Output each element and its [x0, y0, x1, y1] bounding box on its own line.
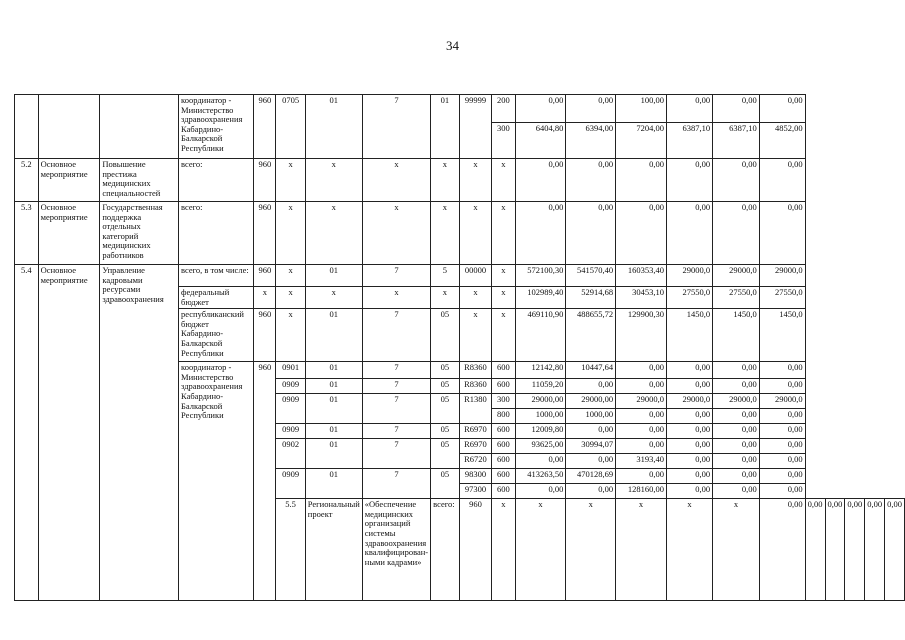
cell-vr: 600 — [492, 379, 515, 394]
cell-value: 0,00 — [566, 424, 616, 439]
cell-cs: R8360 — [459, 379, 491, 394]
cell-value: 541570,40 — [566, 265, 616, 287]
cell-value: 30994,07 — [566, 439, 616, 454]
cell-grbs: 960 — [254, 265, 276, 287]
cell-value: 0,00 — [666, 424, 712, 439]
cell-value: 0,00 — [865, 499, 885, 601]
cell-cs: 98300 — [459, 469, 491, 484]
cell-rzpr: x — [276, 159, 305, 202]
cell-grbs: 960 — [254, 95, 276, 159]
cell-om: x — [431, 159, 460, 202]
cell-value: 0,00 — [616, 202, 667, 265]
cell-value: 29000,0 — [759, 265, 805, 287]
cell-pgp: 7 — [362, 439, 430, 469]
cell-om: x — [431, 287, 460, 309]
cell-om: 05 — [431, 394, 460, 424]
cell-vr: x — [492, 309, 515, 362]
cell-rzpr: x — [276, 309, 305, 362]
cell-rzpr: x — [276, 287, 305, 309]
cell-cs: 00000 — [459, 265, 491, 287]
cell-rzpr: 0705 — [276, 95, 305, 159]
cell-gp: x — [305, 202, 362, 265]
cell-value: 1450,0 — [713, 309, 760, 362]
cell-value: 0,00 — [666, 95, 712, 123]
cell-executor: федеральный бюджет — [179, 287, 254, 309]
cell-vr: x — [492, 159, 515, 202]
cell-rzpr: x — [276, 265, 305, 287]
cell-name — [100, 95, 179, 159]
cell-om: 05 — [431, 362, 460, 379]
cell-gp: 01 — [305, 394, 362, 424]
cell-value: 0,00 — [759, 469, 805, 484]
cell-vr: x — [492, 265, 515, 287]
cell-value: 0,00 — [759, 409, 805, 424]
cell-value: 102989,40 — [515, 287, 566, 309]
cell-kind: Основное мероприятие — [38, 265, 100, 601]
cell-value: 27550,0 — [713, 287, 760, 309]
cell-value: 3193,40 — [616, 454, 667, 469]
cell-value: 0,00 — [666, 484, 712, 499]
cell-pgp: 7 — [362, 265, 430, 287]
cell-vr: 600 — [492, 439, 515, 454]
cell-grbs: 960 — [459, 499, 491, 601]
cell-value: 0,00 — [713, 409, 760, 424]
cell-value: 0,00 — [515, 484, 566, 499]
cell-vr: x — [492, 202, 515, 265]
cell-kind: Региональный проект — [305, 499, 362, 601]
cell-cs: x — [459, 287, 491, 309]
cell-value: 572100,30 — [515, 265, 566, 287]
cell-value: 4852,00 — [759, 123, 805, 159]
cell-grbs: 960 — [254, 202, 276, 265]
cell-executor: всего: — [179, 202, 254, 265]
cell-value: 12142,80 — [515, 362, 566, 379]
cell-value: 27550,0 — [759, 287, 805, 309]
cell-vr: x — [713, 499, 760, 601]
cell-cs: R6970 — [459, 439, 491, 454]
cell-value: 0,00 — [666, 454, 712, 469]
cell-pgp: 7 — [362, 95, 430, 159]
cell-value: 413263,50 — [515, 469, 566, 484]
cell-cs: x — [459, 202, 491, 265]
cell-value: 29000,0 — [713, 394, 760, 409]
cell-value: 0,00 — [713, 159, 760, 202]
cell-gp: 01 — [305, 309, 362, 362]
cell-value: 0,00 — [759, 379, 805, 394]
cell-value: 0,00 — [566, 379, 616, 394]
cell-rzpr: 0902 — [276, 439, 305, 469]
cell-value: 0,00 — [759, 95, 805, 123]
cell-value: 0,00 — [759, 484, 805, 499]
cell-value: 0,00 — [515, 95, 566, 123]
cell-name: Повышение престижа медицинских специальностей — [100, 159, 179, 202]
cell-vr: 600 — [492, 469, 515, 484]
cell-name: Государственная поддержка отдельных категорий медицинских работников — [100, 202, 179, 265]
cell-pgp: x — [362, 202, 430, 265]
cell-value: 6387,10 — [713, 123, 760, 159]
cell-value: 0,00 — [666, 202, 712, 265]
cell-value: 29000,00 — [515, 394, 566, 409]
cell-om: x — [431, 202, 460, 265]
cell-value: 0,00 — [666, 469, 712, 484]
cell-grbs: x — [254, 287, 276, 309]
cell-vr: 200 — [492, 95, 515, 123]
cell-value: 0,00 — [805, 499, 825, 601]
cell-pgp: 7 — [362, 394, 430, 424]
cell-value: 0,00 — [713, 379, 760, 394]
cell-value: 0,00 — [666, 159, 712, 202]
table-row — [15, 95, 905, 123]
cell-value: 0,00 — [666, 439, 712, 454]
cell-value: 0,00 — [666, 409, 712, 424]
cell-cs: 99999 — [459, 95, 491, 159]
cell-executor: всего: — [431, 499, 460, 601]
cell-pgp: 7 — [362, 309, 430, 362]
cell-gp: 01 — [305, 379, 362, 394]
cell-om: 01 — [431, 95, 460, 159]
cell-kind — [38, 95, 100, 159]
cell-pgp: x — [362, 287, 430, 309]
cell-vr: 300 — [492, 394, 515, 409]
budget-table — [14, 94, 905, 601]
cell-value: 100,00 — [616, 95, 667, 123]
cell-value: 0,00 — [566, 454, 616, 469]
cell-value: 129900,30 — [616, 309, 667, 362]
cell-value: 12009,80 — [515, 424, 566, 439]
page-number: 34 — [446, 38, 459, 53]
cell-value: 0,00 — [885, 499, 905, 601]
cell-value: 0,00 — [825, 499, 845, 601]
cell-value: 0,00 — [713, 469, 760, 484]
cell-value: 0,00 — [713, 439, 760, 454]
cell-om: 05 — [431, 424, 460, 439]
cell-cs: R6720 — [459, 454, 491, 469]
cell-value: 29000,00 — [566, 394, 616, 409]
cell-value: 0,00 — [616, 379, 667, 394]
cell-cs: 97300 — [459, 484, 491, 499]
cell-value: 27550,0 — [666, 287, 712, 309]
cell-value: 1000,00 — [566, 409, 616, 424]
cell-grbs: 960 — [254, 309, 276, 362]
cell-value: 0,00 — [515, 159, 566, 202]
cell-value: 29000,0 — [713, 265, 760, 287]
cell-value: 7204,00 — [616, 123, 667, 159]
cell-kind: Основное мероприятие — [38, 159, 100, 202]
cell-om: 05 — [431, 379, 460, 394]
cell-value: 1000,00 — [515, 409, 566, 424]
cell-value: 0,00 — [713, 95, 760, 123]
cell-grbs: 960 — [254, 362, 276, 601]
cell-value: 0,00 — [666, 379, 712, 394]
cell-gp: 01 — [305, 265, 362, 287]
cell-pgp: 7 — [362, 379, 430, 394]
cell-value: 0,00 — [759, 159, 805, 202]
cell-value: 0,00 — [666, 362, 712, 379]
cell-value: 0,00 — [713, 424, 760, 439]
cell-rzpr: 0909 — [276, 379, 305, 394]
cell-value: 29000,0 — [666, 394, 712, 409]
cell-cs: x — [666, 499, 712, 601]
cell-num: 5.4 — [15, 265, 39, 601]
cell-value: 0,00 — [616, 362, 667, 379]
cell-num: 5.2 — [15, 159, 39, 202]
cell-executor: всего: — [179, 159, 254, 202]
cell-value: 0,00 — [713, 484, 760, 499]
cell-gp: 01 — [305, 95, 362, 159]
cell-value: 0,00 — [616, 159, 667, 202]
cell-value: 0,00 — [515, 202, 566, 265]
cell-value: 29000,0 — [759, 394, 805, 409]
cell-rzpr: 0909 — [276, 469, 305, 499]
cell-rzpr: 0909 — [276, 424, 305, 439]
cell-gp: 01 — [305, 424, 362, 439]
table-row — [15, 202, 905, 265]
cell-executor: координатор - Министерство здравоохранения Кабардино-Балкарской Республики — [179, 95, 254, 159]
cell-value: 469110,90 — [515, 309, 566, 362]
cell-rzpr: x — [492, 499, 515, 601]
cell-value: 6394,00 — [566, 123, 616, 159]
cell-rzpr: 0909 — [276, 394, 305, 424]
cell-kind: Основное мероприятие — [38, 202, 100, 265]
cell-value: 1450,0 — [759, 309, 805, 362]
cell-executor: всего, в том числе: — [179, 265, 254, 287]
cell-value: 29000,0 — [666, 265, 712, 287]
cell-cs: x — [459, 309, 491, 362]
cell-vr: x — [492, 287, 515, 309]
cell-vr: 600 — [492, 424, 515, 439]
cell-value: 0,00 — [759, 499, 805, 601]
cell-om: 05 — [431, 439, 460, 469]
cell-value: 0,00 — [759, 362, 805, 379]
cell-executor: республиканский бюджет Кабардино-Балкарской Республики — [179, 309, 254, 362]
cell-pgp: x — [566, 499, 616, 601]
cell-executor: координатор - Министерство здравоохранения Кабардино-Балкарской Республики — [179, 362, 254, 601]
cell-vr: 600 — [492, 362, 515, 379]
cell-value: 0,00 — [759, 202, 805, 265]
cell-value: 0,00 — [713, 454, 760, 469]
cell-rzpr: 0901 — [276, 362, 305, 379]
cell-value: 0,00 — [616, 424, 667, 439]
cell-pgp: 7 — [362, 362, 430, 379]
cell-cs: R8360 — [459, 362, 491, 379]
cell-gp: 01 — [305, 439, 362, 469]
cell-value: 0,00 — [713, 362, 760, 379]
table-row — [15, 265, 905, 287]
cell-pgp: 7 — [362, 469, 430, 499]
cell-value: 0,00 — [713, 202, 760, 265]
cell-grbs: 960 — [254, 159, 276, 202]
cell-gp: x — [515, 499, 566, 601]
cell-name: «Обеспечение медицинских организаций системы здравоохранения квалифицирован-ными кадрами» — [362, 499, 430, 601]
cell-value: 30453,10 — [616, 287, 667, 309]
cell-gp: x — [305, 159, 362, 202]
cell-value: 52914,68 — [566, 287, 616, 309]
cell-num: 5.3 — [15, 202, 39, 265]
cell-value: 93625,00 — [515, 439, 566, 454]
cell-cs: x — [459, 159, 491, 202]
cell-pgp: 7 — [362, 424, 430, 439]
cell-gp: 01 — [305, 469, 362, 499]
cell-om: 05 — [431, 309, 460, 362]
cell-vr: 600 — [492, 454, 515, 469]
cell-num: 5.5 — [276, 499, 305, 601]
cell-value: 0,00 — [759, 439, 805, 454]
cell-om: x — [616, 499, 667, 601]
cell-vr: 800 — [492, 409, 515, 424]
cell-cs: R1380 — [459, 394, 491, 424]
cell-om: 05 — [431, 469, 460, 499]
cell-value: 160353,40 — [616, 265, 667, 287]
cell-value: 0,00 — [566, 159, 616, 202]
cell-value: 0,00 — [616, 469, 667, 484]
cell-num — [15, 95, 39, 159]
cell-value: 0,00 — [566, 202, 616, 265]
cell-om: 5 — [431, 265, 460, 287]
table-row — [15, 159, 905, 202]
cell-cs: R6970 — [459, 424, 491, 439]
cell-value: 470128,69 — [566, 469, 616, 484]
cell-value: 128160,00 — [616, 484, 667, 499]
cell-gp: x — [305, 287, 362, 309]
cell-name: Управление кадровыми ресурсами здравоохранения — [100, 265, 179, 601]
cell-vr: 300 — [492, 123, 515, 159]
cell-value: 1450,0 — [666, 309, 712, 362]
cell-value: 6387,10 — [666, 123, 712, 159]
cell-value: 0,00 — [515, 454, 566, 469]
cell-value: 10447,64 — [566, 362, 616, 379]
cell-value: 0,00 — [566, 95, 616, 123]
cell-pgp: x — [362, 159, 430, 202]
cell-vr: 600 — [492, 484, 515, 499]
cell-value: 11059,20 — [515, 379, 566, 394]
cell-gp: 01 — [305, 362, 362, 379]
cell-value: 0,00 — [616, 409, 667, 424]
cell-value: 0,00 — [759, 424, 805, 439]
cell-value: 0,00 — [759, 454, 805, 469]
cell-value: 488655,72 — [566, 309, 616, 362]
cell-value: 0,00 — [616, 439, 667, 454]
cell-rzpr: x — [276, 202, 305, 265]
cell-value: 6404,80 — [515, 123, 566, 159]
cell-value: 0,00 — [845, 499, 865, 601]
cell-value: 29000,0 — [616, 394, 667, 409]
cell-value: 0,00 — [566, 484, 616, 499]
